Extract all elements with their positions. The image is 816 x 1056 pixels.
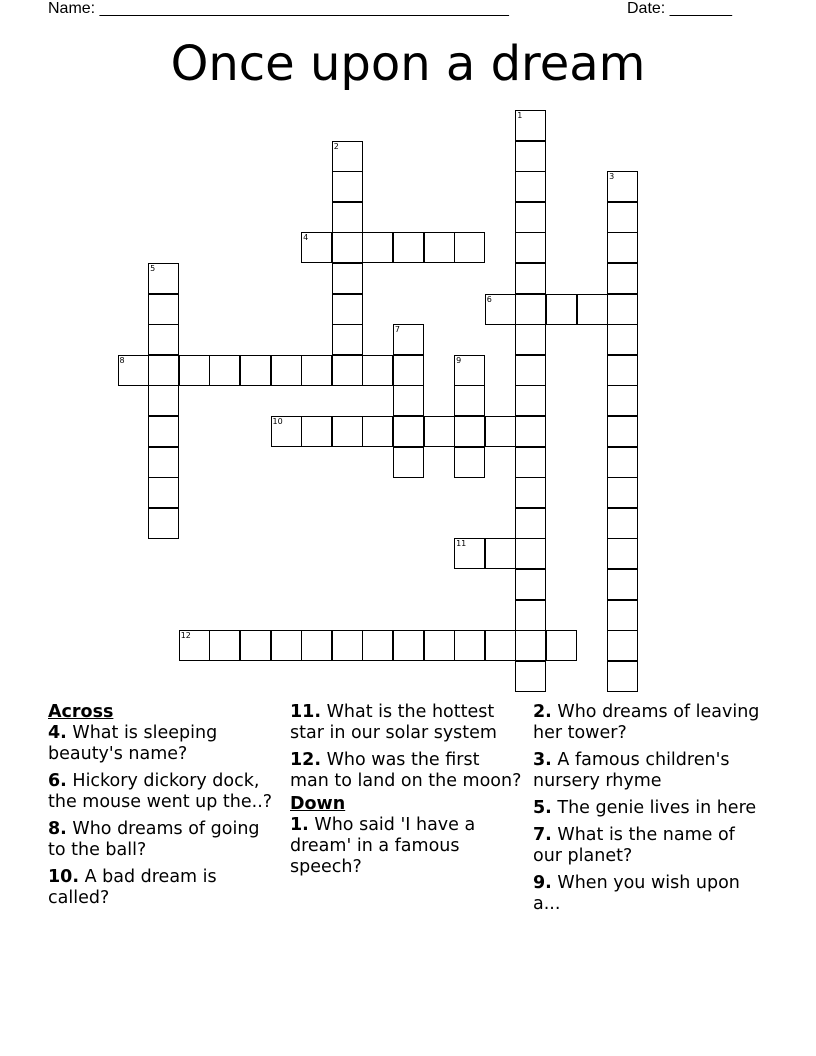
clue-text: Who was the first man to land on the moon? — [290, 750, 522, 791]
grid-cell[interactable] — [607, 385, 638, 416]
grid-cell[interactable] — [301, 630, 332, 661]
clue-across-10 — [48, 867, 280, 909]
cell-number: 3 — [609, 172, 615, 182]
cell-number: 6 — [486, 294, 492, 304]
grid-cell[interactable] — [332, 355, 363, 386]
grid-cell[interactable] — [424, 232, 455, 263]
clue-across-11 — [290, 702, 522, 744]
grid-cell[interactable] — [148, 447, 179, 478]
grid-cell[interactable] — [362, 416, 393, 447]
grid-cell[interactable] — [607, 630, 638, 661]
page-title: Once upon a dream — [170, 36, 646, 92]
clue-across-8 — [48, 819, 280, 861]
grid-cell[interactable] — [515, 294, 546, 325]
grid-cell[interactable] — [454, 232, 485, 263]
clue-text: What is the hottest star in our solar system — [290, 702, 497, 743]
clue-column-3 — [533, 702, 765, 921]
clue-text: Who dreams of going to the ball? — [48, 819, 260, 860]
grid-cell[interactable] — [332, 324, 363, 355]
grid-cell[interactable] — [515, 447, 546, 478]
cell-number: 2 — [333, 141, 339, 151]
grid-cell[interactable] — [148, 263, 179, 294]
grid-cell[interactable] — [332, 416, 363, 447]
clue-text: When you wish upon a... — [533, 873, 740, 914]
clue-column-2 — [290, 702, 522, 884]
grid-cell[interactable] — [515, 630, 546, 661]
grid-cell[interactable] — [332, 263, 363, 294]
grid-cell[interactable] — [148, 477, 179, 508]
grid-cell[interactable] — [607, 661, 638, 692]
cell-number: 4 — [303, 233, 309, 243]
grid-cell[interactable] — [607, 355, 638, 386]
grid-cell[interactable] — [393, 447, 424, 478]
grid-cell[interactable] — [607, 171, 638, 202]
clue-number: 8. — [48, 819, 67, 839]
cell-number: 1 — [517, 111, 523, 120]
clue-number: 4. — [48, 723, 67, 743]
grid-cell[interactable] — [332, 232, 363, 263]
grid-cell[interactable] — [546, 630, 577, 661]
grid-cell[interactable] — [393, 385, 424, 416]
grid-cell[interactable] — [393, 324, 424, 355]
clue-text: The genie lives in here — [557, 798, 757, 818]
grid-cell[interactable] — [515, 508, 546, 539]
clue-text: What is the name of our planet? — [533, 825, 735, 866]
grid-cell[interactable] — [393, 355, 424, 386]
cell-number: 10 — [272, 417, 283, 426]
clue-column-1 — [48, 702, 280, 915]
grid-cell[interactable] — [607, 232, 638, 263]
grid-cell[interactable] — [271, 630, 302, 661]
grid-cell[interactable] — [332, 294, 363, 325]
grid-cell[interactable] — [148, 385, 179, 416]
grid-cell[interactable] — [393, 232, 424, 263]
cell-number: 11 — [456, 539, 467, 549]
grid-cell[interactable] — [301, 355, 332, 386]
grid-cell[interactable] — [515, 538, 546, 569]
clue-text: Who said 'I have a dream' in a famous speech? — [290, 815, 476, 877]
clue-down-9 — [533, 873, 765, 915]
grid-cell[interactable] — [515, 355, 546, 386]
down-heading: Down — [290, 794, 346, 814]
cell-number: 9 — [456, 355, 462, 365]
grid-cell[interactable] — [515, 324, 546, 355]
clue-text: Who dreams of leaving her tower? — [533, 702, 760, 743]
across-heading: Across — [48, 702, 114, 722]
grid-cell[interactable] — [209, 355, 240, 386]
grid-cell[interactable] — [148, 416, 179, 447]
clue-number: 2. — [533, 702, 552, 722]
grid-cell[interactable] — [515, 232, 546, 263]
grid-cell[interactable] — [485, 294, 516, 325]
grid-cell[interactable] — [332, 171, 363, 202]
grid-cell[interactable] — [454, 355, 485, 386]
grid-cell[interactable] — [607, 600, 638, 631]
clue-down-3 — [533, 750, 765, 792]
cell-number: 8 — [119, 355, 125, 365]
clue-text: A famous children's nursery rhyme — [533, 750, 730, 791]
clue-number: 3. — [533, 750, 552, 770]
clue-across-12 — [290, 750, 522, 792]
grid-cell[interactable] — [546, 294, 577, 325]
cell-number: 7 — [394, 325, 400, 335]
clue-number: 6. — [48, 771, 67, 791]
grid-cell[interactable] — [362, 355, 393, 386]
clue-text: A bad dream is called? — [48, 867, 217, 908]
grid-cell[interactable] — [271, 355, 302, 386]
grid-cell[interactable] — [301, 232, 332, 263]
grid-cell[interactable] — [515, 600, 546, 631]
grid-cell[interactable] — [607, 294, 638, 325]
grid-cell[interactable] — [607, 447, 638, 478]
grid-cell[interactable] — [362, 232, 393, 263]
grid-cell[interactable] — [148, 355, 179, 386]
grid-cell[interactable] — [454, 447, 485, 478]
grid-cell[interactable] — [148, 294, 179, 325]
clue-across-4 — [48, 723, 280, 765]
grid-cell[interactable] — [607, 202, 638, 233]
grid-cell[interactable] — [332, 630, 363, 661]
grid-cell[interactable] — [515, 385, 546, 416]
grid-cell[interactable] — [118, 355, 149, 386]
grid-cell[interactable] — [515, 202, 546, 233]
grid-cell[interactable] — [271, 416, 302, 447]
grid-cell[interactable] — [179, 630, 210, 661]
grid-cell[interactable] — [454, 538, 485, 569]
clue-text: Hickory dickory dock, the mouse went up the..? — [48, 771, 273, 812]
grid-cell[interactable] — [424, 416, 455, 447]
clue-number: 12. — [290, 750, 322, 770]
clue-number: 7. — [533, 825, 552, 845]
grid-cell[interactable] — [209, 630, 240, 661]
grid-cell[interactable] — [332, 202, 363, 233]
grid-cell[interactable] — [515, 171, 546, 202]
grid-cell[interactable] — [515, 141, 546, 172]
grid-cell[interactable] — [607, 508, 638, 539]
clue-number: 1. — [290, 815, 309, 835]
clue-down-7 — [533, 825, 765, 867]
clue-number: 10. — [48, 867, 80, 887]
clue-number: 11. — [290, 702, 322, 722]
grid-cell[interactable] — [515, 416, 546, 447]
clue-across-6 — [48, 771, 280, 813]
grid-cell[interactable] — [362, 630, 393, 661]
grid-cell[interactable] — [607, 416, 638, 447]
date-field: Date: _______ — [627, 0, 732, 17]
grid-cell[interactable] — [607, 538, 638, 569]
grid-cell[interactable] — [515, 661, 546, 692]
clue-number: 9. — [533, 873, 552, 893]
grid-cell[interactable] — [424, 630, 455, 661]
grid-cell[interactable] — [485, 630, 516, 661]
grid-cell[interactable] — [515, 110, 546, 141]
clue-number: 5. — [533, 798, 552, 818]
clue-text: What is sleeping beauty's name? — [48, 723, 218, 764]
grid-cell[interactable] — [515, 263, 546, 294]
grid-cell[interactable] — [179, 355, 210, 386]
grid-cell[interactable] — [515, 477, 546, 508]
grid-cell[interactable] — [607, 477, 638, 508]
grid-cell[interactable] — [577, 294, 608, 325]
clue-down-5 — [533, 798, 765, 819]
grid-cell[interactable] — [148, 508, 179, 539]
cell-number: 12 — [180, 631, 191, 641]
grid-cell[interactable] — [240, 630, 271, 661]
grid-cell[interactable] — [332, 141, 363, 172]
grid-cell[interactable] — [454, 630, 485, 661]
grid-cell[interactable] — [301, 416, 332, 447]
clue-down-1 — [290, 815, 522, 878]
grid-cell[interactable] — [454, 385, 485, 416]
grid-cell[interactable] — [454, 416, 485, 447]
grid-cell[interactable] — [485, 538, 516, 569]
name-field: Name: ______________________________________________ — [48, 0, 509, 17]
grid-cell[interactable] — [393, 630, 424, 661]
cell-number: 5 — [150, 264, 156, 273]
grid-cell[interactable] — [515, 569, 546, 600]
grid-cell[interactable] — [607, 569, 638, 600]
grid-cell[interactable] — [485, 416, 516, 447]
grid-cell[interactable] — [148, 324, 179, 355]
grid-cell[interactable] — [607, 263, 638, 294]
grid-cell[interactable] — [607, 324, 638, 355]
grid-cell[interactable] — [240, 355, 271, 386]
grid-cell[interactable] — [393, 416, 424, 447]
clue-down-2 — [533, 702, 765, 744]
